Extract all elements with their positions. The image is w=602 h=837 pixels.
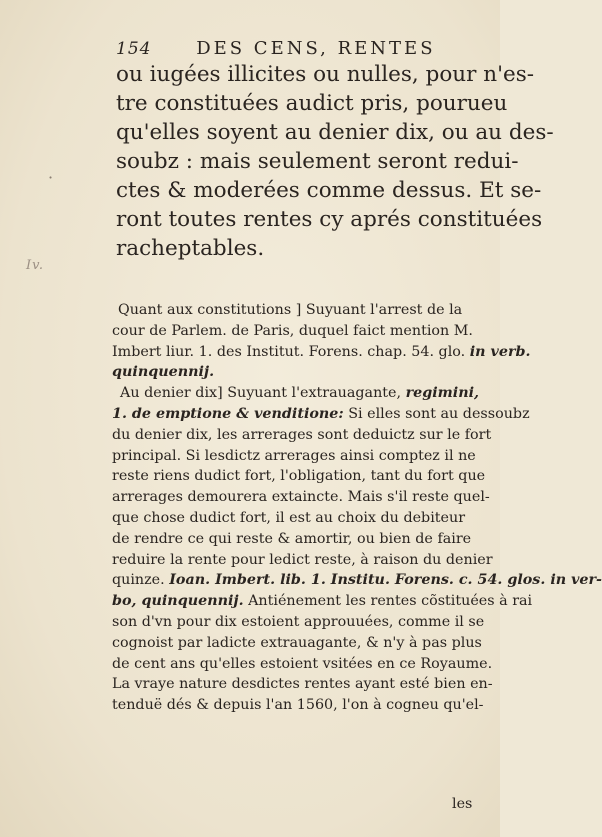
commentary-line <box>112 404 530 425</box>
main-text-line: racheptables. <box>116 236 265 261</box>
main-text <box>116 60 554 263</box>
commentary-line <box>112 466 484 487</box>
commentary-line <box>112 570 602 591</box>
commentary-segment: Imbert liur. 1. des Institut. Forens. chap. 54. glo. <box>112 343 470 360</box>
main-text-line: tre constituées audict pris, pourueu <box>116 91 508 116</box>
commentary-segment: principal. Si lesdictz arrerages ainsi comptez il ne <box>112 447 476 464</box>
commentary-line <box>112 674 493 695</box>
commentary-segment: La vraye nature desdictes rentes ayant esté bien en- <box>112 676 493 693</box>
commentary-segment: de rendre ce qui reste & amortir, ou bien de faire <box>112 530 472 547</box>
margin-dot: · <box>48 168 54 187</box>
page-number: 154 <box>116 39 152 59</box>
commentary-segment: tenduë dés & depuis l'an 1560, l'on à cogneu qu'el- <box>112 697 484 714</box>
italic-citation: bo, quinquennij. <box>112 593 244 610</box>
italic-citation: quinquennij. <box>112 364 215 381</box>
italic-citation: regimini, <box>405 385 479 402</box>
running-header <box>116 38 476 59</box>
commentary-line <box>112 487 490 508</box>
commentary-segment: cognoist par ladicte extrauagante, & n'y à pas plus <box>112 634 482 651</box>
main-text-line: qu'elles soyent au denier dix, ou au des- <box>116 120 554 145</box>
commentary-line <box>112 300 484 321</box>
commentary-segment: reste riens dudict fort, l'obligation, tant du fort que <box>112 468 486 485</box>
commentary-line <box>112 425 492 446</box>
commentary-segment: que chose dudict fort, il est au choix du debiteur <box>112 509 466 526</box>
commentary-segment: Au denier dix] Suyuant l'extrauagante, <box>120 385 406 402</box>
main-text-line: soubz : mais seulement seront redui- <box>116 149 519 174</box>
commentary-line <box>112 591 533 612</box>
commentary-segment: quinze. <box>112 572 170 589</box>
commentary-line <box>112 695 484 716</box>
main-text-line: ou iugées illicites ou nulles, pour n'es- <box>116 62 535 87</box>
commentary-segment: de cent ans qu'elles estoient vsitées en ce Royaume. <box>112 655 493 672</box>
commentary-line <box>112 550 493 571</box>
commentary-line <box>112 342 531 363</box>
italic-citation: 1. de emptione & venditione: <box>112 405 344 422</box>
commentary-line <box>112 633 484 654</box>
commentary-segment: reduire la rente pour ledict reste, à raison du denier <box>112 551 493 568</box>
commentary-line <box>112 446 484 467</box>
commentary-line <box>112 383 484 404</box>
commentary-line <box>112 508 484 529</box>
commentary-segment: arrerages demourera extaincte. Mais s'il reste quel- <box>112 489 490 506</box>
main-text-line: ront toutes rentes cy aprés constituées <box>116 207 543 232</box>
commentary-line <box>112 612 484 633</box>
commentary-segment: Antiénement les rentes cõstituées à rai <box>243 593 533 610</box>
margin-note: Iv. <box>26 258 45 273</box>
commentary-segment: Quant aux constitutions ] Suyuant l'arrest de la <box>118 302 463 318</box>
commentary-segment: cour de Parlem. de Paris, duquel faict mention M. <box>112 322 473 339</box>
commentary-line <box>112 362 484 383</box>
commentary-line <box>112 529 484 550</box>
commentary-segment: son d'vn pour dix estoient approuuées, comme il se <box>112 613 485 630</box>
italic-citation: Ioan. Imbert. lib. 1. Institu. Forens. c. 54. glos. in ver- <box>169 572 602 589</box>
commentary-segment: du denier dix, les arrerages sont deduictz sur le fort <box>112 426 492 443</box>
main-text-line: ctes & moderées comme dessus. Et se- <box>116 178 542 203</box>
commentary-line <box>112 321 484 342</box>
commentary-text <box>112 300 602 716</box>
catchword: les <box>452 796 473 812</box>
running-title: DES CENS, RENTES <box>196 38 436 59</box>
commentary-line <box>112 654 493 675</box>
commentary-segment: Si elles sont au dessoubz <box>343 405 530 422</box>
italic-citation: in verb. <box>469 343 531 360</box>
